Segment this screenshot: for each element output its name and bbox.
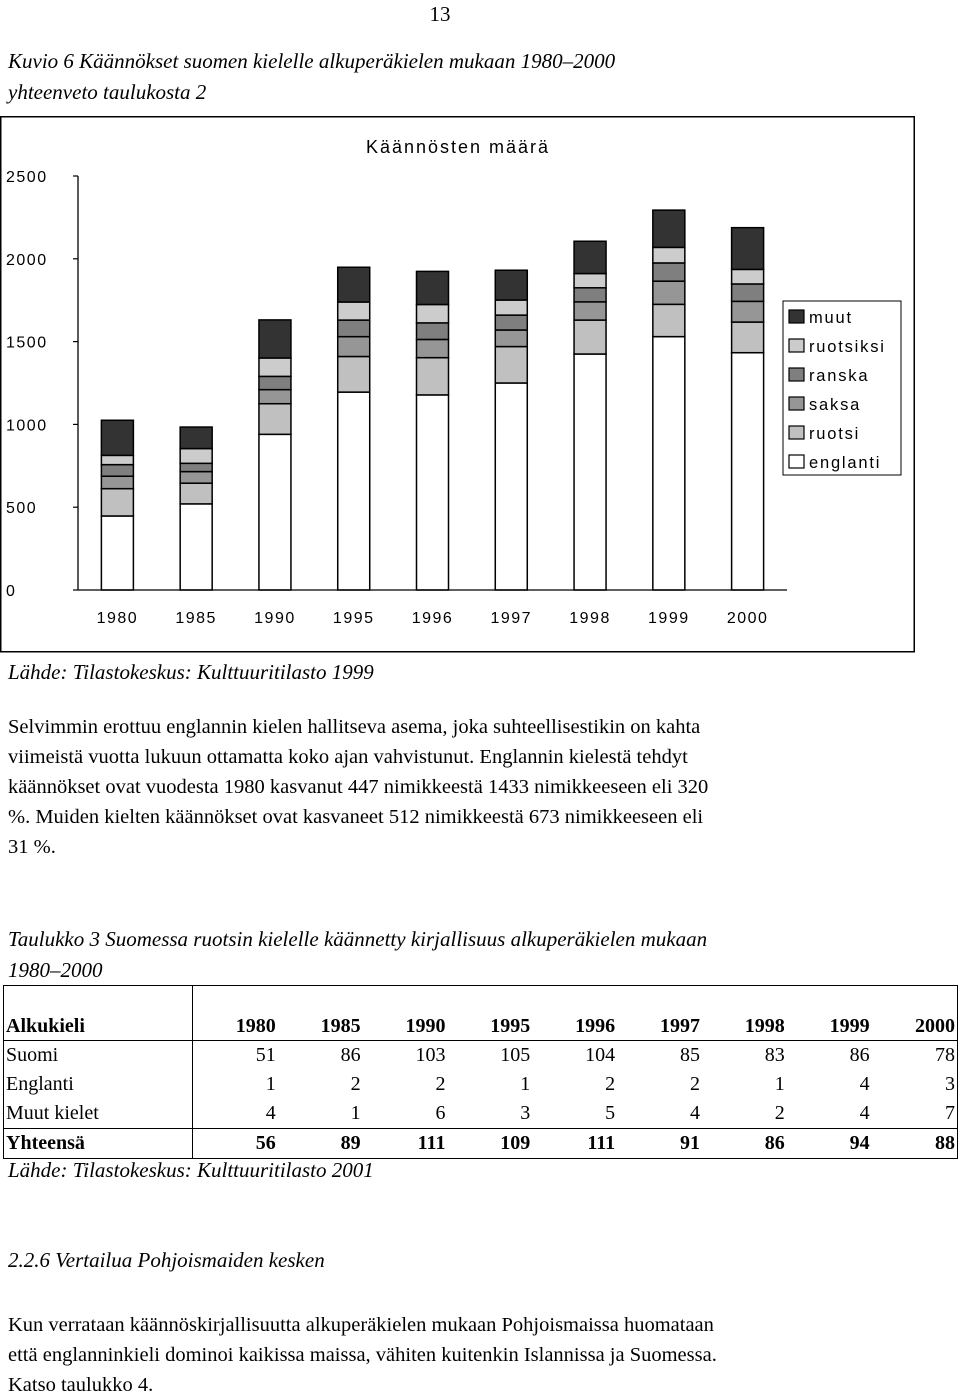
bar-segment-ranska-1996	[417, 323, 449, 340]
bar-segment-saksa-1999	[653, 281, 685, 304]
table-cell: 111	[532, 1129, 617, 1159]
table-cell: 1	[265, 1073, 276, 1095]
paragraph-2	[8, 1310, 953, 1400]
legend-box	[783, 301, 901, 475]
legend-label-ruotsiksi: ruotsiksi	[809, 338, 886, 356]
table-cell: 78	[935, 1044, 955, 1066]
table-cell: 88	[872, 1129, 958, 1159]
table-cell: 1985	[278, 986, 363, 1041]
paragraph-2-line: Katso taulukko 4.	[8, 1374, 154, 1396]
bar-segment-ruotsiksi-1995	[338, 302, 370, 320]
chart-source: Lähde: Tilastokeskus: Kulttuuritilasto 1999	[8, 660, 374, 684]
bar-segment-ruotsiksi-1990	[259, 358, 291, 376]
legend-label-saksa: saksa	[809, 396, 862, 414]
x-tick-label: 1990	[254, 610, 296, 627]
legend-label-englanti: englanti	[809, 454, 882, 472]
bar-segment-saksa-2000	[732, 301, 764, 322]
y-tick-label: 2000	[6, 251, 48, 269]
page-number: 13	[429, 2, 451, 26]
table-cell: 85	[679, 1044, 700, 1066]
x-tick-label: 1997	[490, 610, 533, 627]
table-cell: 94	[787, 1129, 872, 1159]
bar-segment-muut-1995	[338, 267, 370, 302]
table-cell: 4	[265, 1102, 276, 1124]
bar-segment-ruotsiksi-1999	[653, 247, 685, 263]
bar-segment-ruotsiksi-1997	[495, 300, 527, 315]
bar-segment-ruotsiksi-1985	[180, 449, 212, 464]
bar-segment-ruotsi-1990	[259, 404, 291, 435]
table-source: Lähde: Tilastokeskus: Kulttuuritilasto 2001	[8, 1158, 374, 1182]
table-row-label: Suomi	[4, 1041, 193, 1071]
figure-caption	[8, 46, 938, 108]
section-heading: 2.2.6 Vertailua Pohjoismaiden kesken	[8, 1248, 325, 1272]
table-cell: 2	[435, 1073, 446, 1095]
table-cell: 5	[605, 1102, 616, 1124]
bar-segment-saksa-1998	[574, 302, 606, 320]
paragraph-1	[8, 712, 953, 862]
bar-segment-ruotsi-1980	[101, 489, 133, 516]
table-cell: 51	[255, 1044, 276, 1066]
table-cell: 2	[689, 1073, 700, 1095]
figure-caption-line-1: Kuvio 6 Käännökset suomen kielelle alkuperäkielen mukaan 1980–2000	[8, 49, 616, 73]
bar-segment-ranska-1999	[653, 263, 685, 281]
legend-swatch-ranska	[789, 368, 804, 381]
table-row	[4, 1041, 958, 1071]
bar-segment-saksa-1995	[338, 337, 370, 357]
legend-swatch-ruotsi	[789, 426, 804, 439]
bar-segment-englanti-2000	[732, 353, 764, 590]
table-row	[4, 1070, 958, 1099]
bar-segment-ruotsiksi-2000	[732, 269, 764, 284]
bar-segment-ranska-1997	[495, 315, 527, 330]
table-title-line-2: 1980–2000	[8, 958, 103, 982]
table-row	[4, 1099, 958, 1129]
table-cell: 86	[340, 1044, 361, 1066]
bar-segment-ruotsiksi-1996	[417, 305, 449, 323]
bar-segment-saksa-1985	[180, 472, 212, 484]
table-cell: 4	[689, 1102, 700, 1124]
legend-label-ranska: ranska	[809, 367, 870, 385]
x-tick-label: 1985	[175, 610, 217, 627]
bar-segment-ruotsi-2000	[732, 322, 764, 353]
x-tick-label: 1998	[569, 610, 611, 627]
legend-swatch-saksa	[789, 397, 804, 410]
bar-segment-ruotsi-1996	[417, 358, 449, 395]
legend-label-ruotsi: ruotsi	[809, 425, 861, 443]
legend	[783, 301, 901, 475]
x-tick-label: 2000	[726, 610, 769, 627]
bar-segment-ranska-1995	[338, 320, 370, 337]
table-cell: 2	[350, 1073, 361, 1095]
table-cell: 6	[435, 1102, 446, 1124]
bar-segment-saksa-1996	[417, 339, 449, 357]
paragraph-2-line: Kun verrataan käännöskirjallisuutta alkuperäkielen mukaan Pohjoismaissa huomataan	[8, 1314, 714, 1336]
bar-segment-ranska-2000	[732, 284, 764, 301]
table-cell: 2	[605, 1073, 616, 1095]
table-cell: 2000	[872, 986, 958, 1041]
table-cell: 86	[849, 1044, 870, 1066]
table-cell: 1	[774, 1073, 785, 1095]
stacked-bar-chart	[0, 110, 960, 655]
table-total-row	[4, 1129, 958, 1159]
table-cell: 1997	[617, 986, 702, 1041]
table-header-row	[4, 986, 958, 1041]
table-title	[8, 924, 953, 986]
table-cell: 1980	[192, 986, 278, 1041]
y-tick-label: 500	[6, 500, 38, 518]
legend-swatch-englanti	[789, 455, 804, 468]
chart-title: Käännösten määrä	[365, 137, 551, 157]
table-cell: 105	[500, 1044, 531, 1066]
bar-segment-englanti-1985	[180, 504, 212, 590]
table-cell: 1	[350, 1102, 361, 1124]
table-cell: 4	[859, 1102, 870, 1124]
table-cell: 3	[945, 1073, 955, 1095]
x-tick-label: 1980	[96, 610, 139, 627]
y-tick-label: 0	[6, 583, 17, 600]
bar-segment-ruotsi-1985	[180, 483, 212, 504]
bar-segment-ruotsi-1998	[574, 320, 606, 354]
table-cell: 103	[415, 1044, 446, 1066]
figure-caption-line-2: yhteenveto taulukosta 2	[8, 80, 207, 104]
bar-segment-muut-1998	[574, 241, 606, 273]
table-cell: 2	[774, 1102, 785, 1124]
table-row-label: Yhteensä	[4, 1129, 193, 1159]
table-cell: 91	[617, 1129, 702, 1159]
paragraph-1-line: Selvimmin erottuu englannin kielen hallitseva asema, joka suhteellisestikin on kahta	[8, 716, 701, 738]
bar-segment-muut-1990	[259, 320, 291, 358]
bar-segment-englanti-1998	[574, 354, 606, 590]
y-tick-label: 2500	[6, 169, 48, 186]
bar-segment-ruotsi-1995	[338, 357, 370, 393]
table-cell: 56	[192, 1129, 278, 1159]
table-cell: 1999	[787, 986, 872, 1041]
bar-segment-ranska-1998	[574, 288, 606, 302]
bar-segment-muut-1997	[495, 270, 527, 300]
bar-segment-englanti-1990	[259, 434, 291, 590]
table-cell: 111	[363, 1129, 448, 1159]
bar-segment-ruotsiksi-1980	[101, 455, 133, 464]
legend-label-muut: muut	[809, 309, 853, 327]
table-cell: 1998	[702, 986, 787, 1041]
table-cell: 1996	[532, 986, 617, 1041]
table-cell: 1995	[447, 986, 532, 1041]
table-cell: 104	[585, 1044, 616, 1066]
table-cell: 1990	[363, 986, 448, 1041]
bar-segment-englanti-1980	[101, 516, 133, 590]
translation-table	[3, 985, 958, 1159]
bar-segment-englanti-1997	[495, 383, 527, 590]
bar-segment-saksa-1990	[259, 390, 291, 404]
table-cell: 83	[764, 1044, 785, 1066]
table-cell: 86	[702, 1129, 787, 1159]
table-title-line-1: Taulukko 3 Suomessa ruotsin kielelle käännetty kirjallisuus alkuperäkielen mukaan	[8, 927, 708, 951]
table-body	[4, 986, 958, 1159]
bar-segment-muut-1985	[180, 427, 212, 449]
paragraph-1-line: käännökset ovat vuodesta 1980 kasvanut 447 nimikkeestä 1433 nimikkeeseen eli 320	[8, 776, 709, 798]
bar-segment-ranska-1990	[259, 376, 291, 389]
bar-segment-englanti-1996	[417, 395, 449, 590]
table-row-label: Englanti	[4, 1070, 193, 1099]
y-tick-label: 1000	[6, 417, 48, 435]
bar-segment-ranska-1980	[101, 465, 133, 477]
legend-swatch-ruotsiksi	[789, 339, 804, 352]
table-cell: 3	[520, 1102, 531, 1124]
paragraph-2-line: että englanninkieli dominoi kaikissa maissa, vähiten kuitenkin Islannissa ja Suomessa.	[8, 1344, 717, 1366]
bar-segment-muut-1980	[101, 420, 133, 455]
bar-segment-ruotsi-1999	[653, 304, 685, 336]
chart-area-border	[1, 117, 915, 652]
bar-segment-englanti-1995	[338, 392, 370, 590]
bar-segment-muut-1996	[417, 271, 449, 304]
table-cell: 109	[447, 1129, 532, 1159]
bar-segment-ranska-1985	[180, 463, 212, 471]
table-cell: 1	[520, 1073, 531, 1095]
bar-segment-saksa-1997	[495, 330, 527, 347]
table-row-label: Muut kielet	[4, 1099, 193, 1129]
table-cell: 89	[278, 1129, 363, 1159]
bar-segment-ruotsiksi-1998	[574, 274, 606, 288]
legend-swatch-muut	[789, 310, 804, 323]
x-tick-label: 1996	[411, 610, 454, 627]
paragraph-1-line: 31 %.	[8, 836, 56, 858]
x-tick-label: 1995	[332, 610, 375, 627]
bar-segment-ruotsi-1997	[495, 347, 527, 383]
paragraph-1-line: %. Muiden kielten käännökset ovat kasvaneet 512 nimikkeestä 673 nimikkeeseen eli	[8, 806, 704, 828]
x-tick-label: 1999	[648, 610, 690, 627]
y-tick-label: 1500	[6, 334, 48, 352]
table-row-label: Alkukieli	[4, 986, 193, 1041]
table-cell: 7	[945, 1102, 955, 1124]
paragraph-1-line: viimeistä vuotta lukuun ottamatta koko ajan vahvistunut. Englannin kielestä tehdyt	[8, 746, 688, 768]
bar-segment-englanti-1999	[653, 337, 685, 590]
bar-segment-muut-2000	[732, 228, 764, 270]
bar-segment-muut-1999	[653, 210, 685, 247]
bar-segment-saksa-1980	[101, 476, 133, 488]
table-cell: 4	[859, 1073, 870, 1095]
